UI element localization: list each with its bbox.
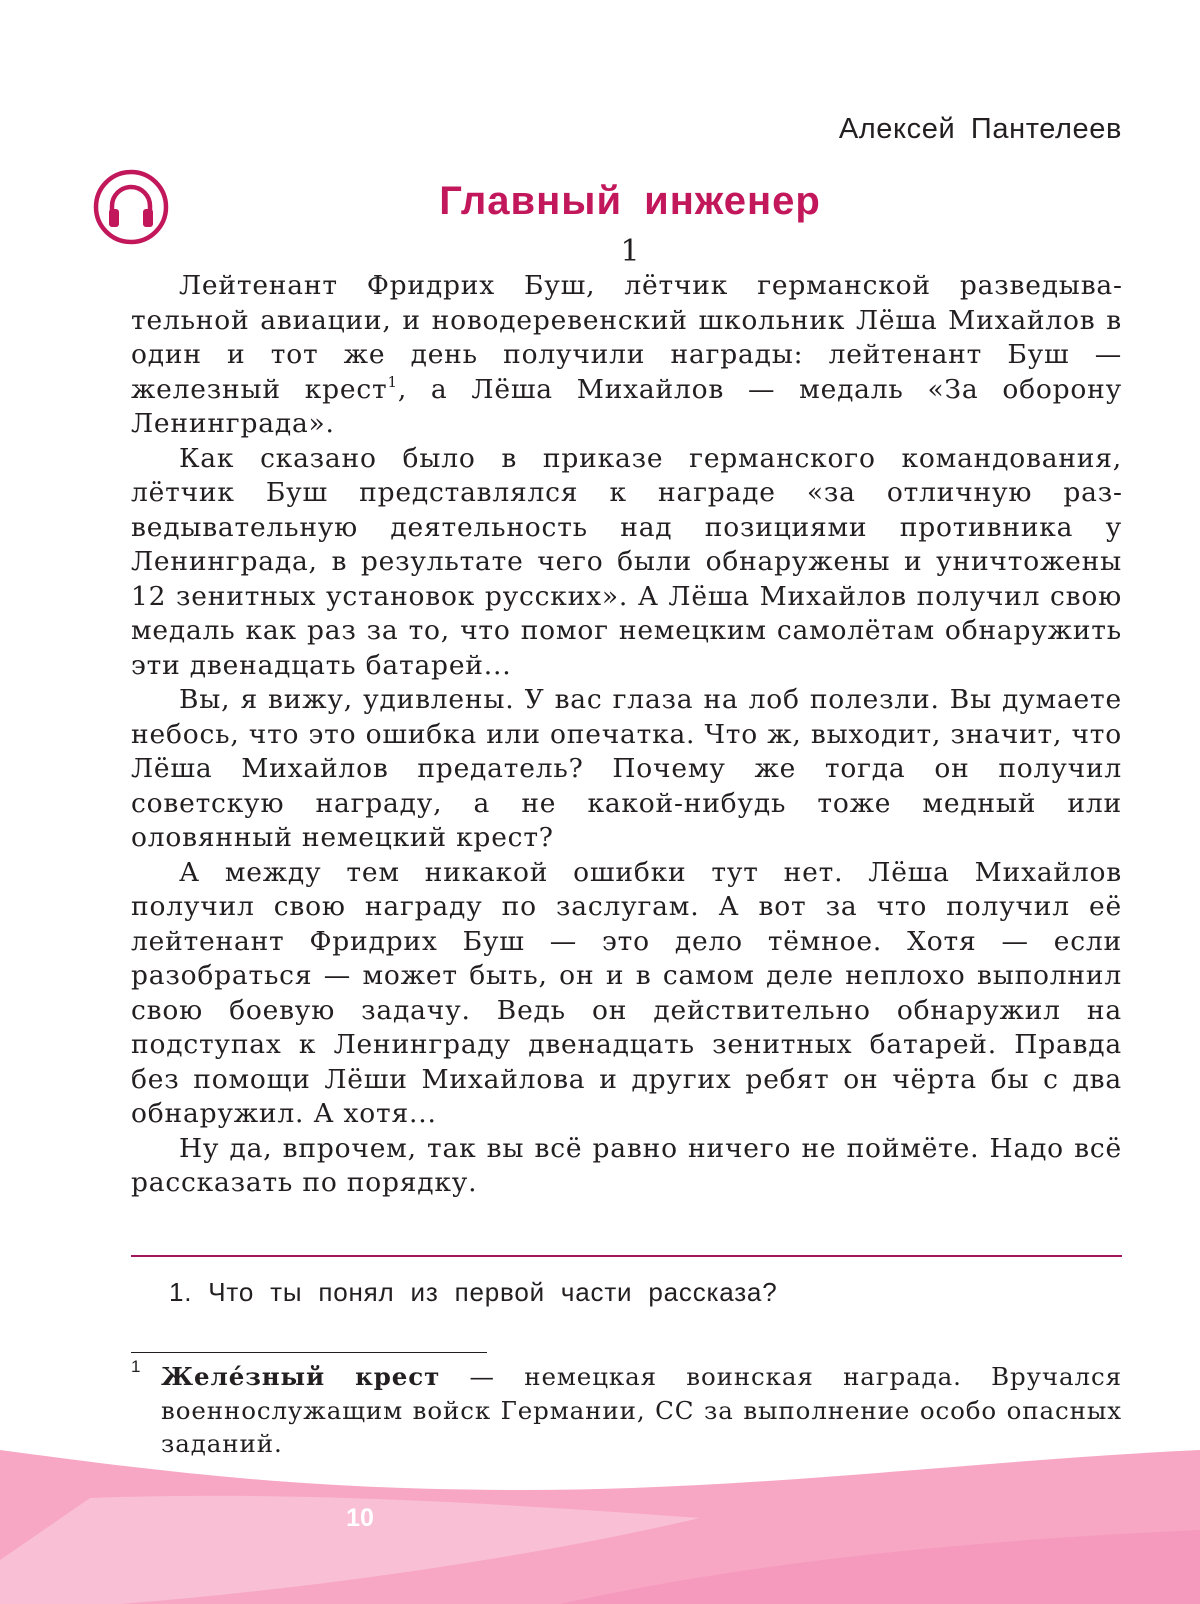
question-1: 1. Что ты понял из первой части рассказа? <box>169 1277 778 1307</box>
author-name: Алексей Пантелеев <box>838 113 1122 145</box>
paragraph-1-tail: , а Лёша Михайлов — медаль «За оборону Ленинграда». <box>131 373 1123 439</box>
footnote-term: Желе́зный крест <box>161 1362 441 1391</box>
paragraph-2: Как сказано было в приказе германского командования, лётчик Буш представлялся к награде «за отличную разведывательную деятельность над позициями противника у Ленинграда, в результате чего были обнаружены и уничтожены 12 зенитных установок русских». А Лёша Михайлов получил свою медаль как раз за то, что помог немецким самолётам обнаружить эти двенадцать батарей... <box>131 442 1122 681</box>
paragraph-5: Ну да, впрочем, так вы всё равно ничего не поймёте. Надо всё рассказать по порядку. <box>131 1132 1122 1198</box>
paragraph-1 <box>131 269 1122 442</box>
footnote-mark: 1 <box>131 1357 141 1376</box>
footnote-ref[interactable]: 1 <box>387 372 398 391</box>
paragraph-1-text: Лейтенант Фридрих Буш, лётчик германской разведывательной авиации, и новодеревенский школьник Лёша Михайлов в один и тот же день получили награды: лейтенант Буш — железный крест <box>131 270 1122 405</box>
footer-wave-decoration <box>0 1450 1200 1604</box>
footnote-definition: — немецкая воинская награда. Вручался военнослужащим войск Германии, СС за выполнение особо опасных заданий. <box>161 1362 1122 1458</box>
story-text <box>131 269 1122 1201</box>
section-divider <box>131 1255 1122 1257</box>
page-number: 10 <box>346 1504 374 1532</box>
paragraph-3: Вы, я вижу, удивлены. У вас глаза на лоб полезли. Вы думаете небось, что это ошибка или опечатка. Что ж, выходит, значит, что Лёша Михайлов предатель? Почему же тогда он получил советскую награду, а не какой-нибудь тоже медный или оловянный немецкий крест? <box>131 684 1122 853</box>
story-title: Главный инженер <box>439 179 821 223</box>
section-number: 1 <box>620 234 640 269</box>
footnote-text <box>161 1360 1122 1461</box>
paragraph-4: А между тем никакой ошибки тут нет. Лёша Михайлов получил свою награду по заслугам. А вот за что получил её лейтенант Фридрих Буш — это дело тёмное. Хотя — если разобраться — может быть, он и в самом деле неплохо выполнил свою боевую задачу. Ведь он действительно обнаружил на подступах к Ленинграду двенадцать зенитных батарей. Правда без помощи Лёши Михайлова и других ребят он чёрта бы с два обнаружил. А хотя... <box>131 856 1122 1129</box>
footnote-divider <box>131 1352 487 1353</box>
